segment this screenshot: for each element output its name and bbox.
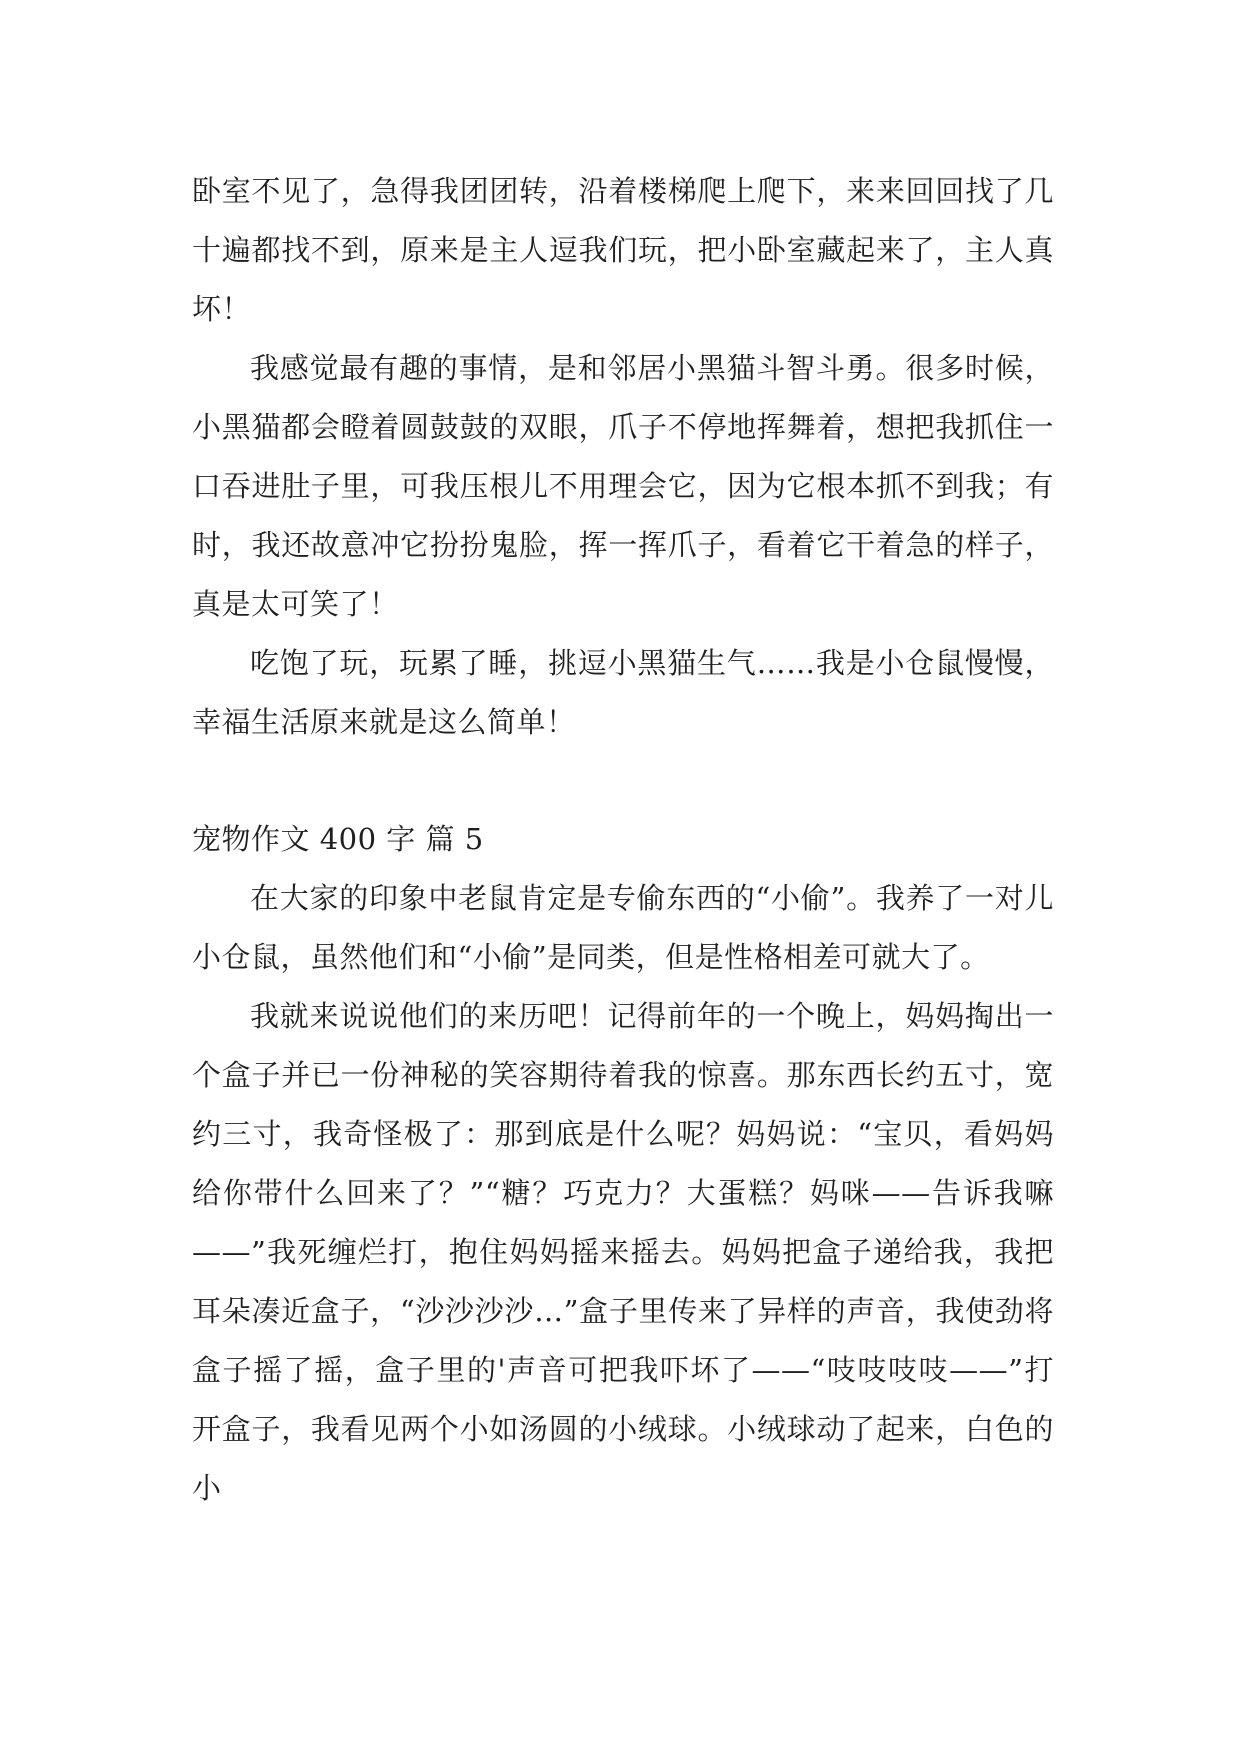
paragraph-impression: 在大家的印象中老鼠肯定是专偷东西的“小偷”。我养了一对儿小仓鼠，虽然他们和“小偷”是同类，但是性格相差可就大了。 xyxy=(192,881,1054,974)
paragraph-continuation: 卧室不见了，急得我团团转，沿着楼梯爬上爬下，来来回回找了几十遍都找不到，原来是主人逗我们玩，把小卧室藏起来了，主人真坏！ xyxy=(192,174,1054,326)
document-page xyxy=(192,162,1054,1518)
paragraph-black-cat: 我感觉最有趣的事情，是和邻居小黑猫斗智斗勇。很多时候，小黑猫都会瞪着圆鼓鼓的双眼，爪子不停地挥舞着，想把我抓住一口吞进肚子里，可我压根儿不用理会它，因为它根本抓不到我；有时，我还故意冲它扮扮鬼脸，挥一挥爪子，看着它干着急的样子，真是太可笑了！ xyxy=(192,351,1054,621)
section-heading: 宠物作文 400 字 篇 5 xyxy=(192,822,484,856)
paragraph-origin-story: 我就来说说他们的来历吧！记得前年的一个晚上，妈妈掏出一个盒子并已一份神秘的笑容期待着我的惊喜。那东西长约五寸，宽约三寸，我奇怪极了：那到底是什么呢？妈妈说：“宝贝，看妈妈给你带什么回来了？”“糖？巧克力？大蛋糕？妈咪——告诉我嘛——”我死缠烂打，抱住妈妈摇来摇去。妈妈把盒子递给我，我把耳朵凑近盒子，“沙沙沙沙…”盒子里传来了异样的声音，我使劲将盒子摇了摇，盒子里的'声音可把我吓坏了——“吱吱吱吱——”打开盒子，我看见两个小如汤圆的小绒球。小绒球动了起来，白色的小 xyxy=(192,999,1054,1505)
paragraph-happy-life: 吃饱了玩，玩累了睡，挑逗小黑猫生气……我是小仓鼠慢慢，幸福生活原来就是这么简单！ xyxy=(192,646,1054,739)
